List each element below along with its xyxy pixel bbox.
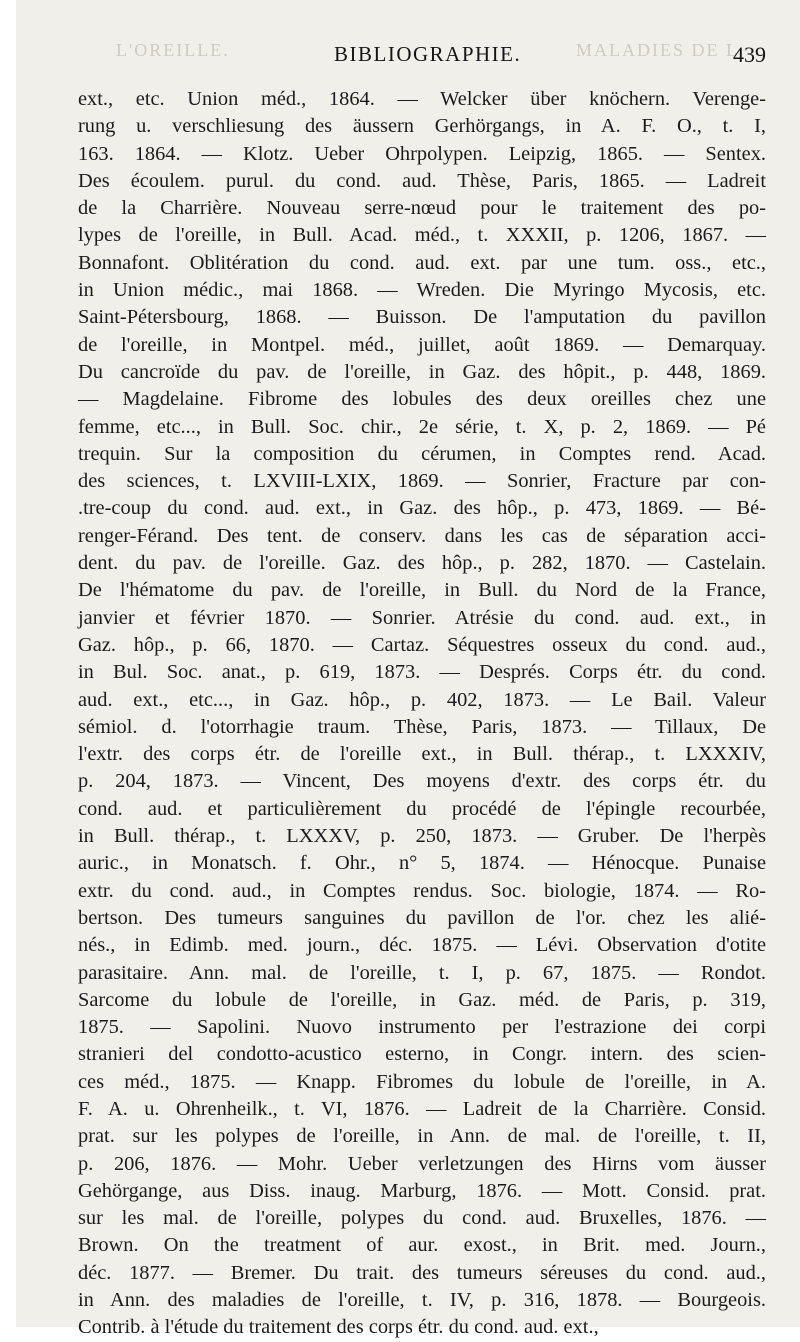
text-line: bertson. Des tumeurs sanguines du pavillon de l'or. chez les alié- bbox=[78, 906, 766, 929]
text-line: Gehörgange, aus Diss. inaug. Marburg, 1876. — Mott. Consid. prat. bbox=[78, 1179, 766, 1202]
text-line: parasitaire. Ann. mal. de l'oreille, t. I, p. 67, 1875. — Rondot. bbox=[78, 961, 766, 984]
text-line: Gaz. hôp., p. 66, 1870. — Cartaz. Séquestres osseux du cond. aud., bbox=[78, 633, 766, 656]
text-line: lypes de l'oreille, in Bull. Acad. méd., t. XXXII, p. 1206, 1867. — bbox=[78, 224, 766, 247]
running-header bbox=[16, 42, 800, 72]
text-line: p. 206, 1876. — Mohr. Ueber verletzungen des Hirns vom äusser bbox=[78, 1152, 766, 1175]
text-line: — Magdelaine. Fibrome des lobules des deux oreilles chez une bbox=[78, 388, 766, 411]
text-line: prat. sur les polypes de l'oreille, in Ann. de mal. de l'oreille, t. II, bbox=[78, 1125, 766, 1148]
text-line: Bonnafont. Oblitération du cond. aud. ext. par une tum. oss., etc., bbox=[78, 251, 766, 274]
text-line: aud. ext., etc..., in Gaz. hôp., p. 402, 1873. — Le Bail. Valeur bbox=[78, 688, 766, 711]
text-line: stranieri del condotto-acustico esterno, in Congr. intern. des scien- bbox=[78, 1043, 766, 1066]
text-line: Saint-Pétersbourg, 1868. — Buisson. De l'amputation du pavillon bbox=[78, 306, 766, 329]
text-line: de l'oreille, in Montpel. méd., juillet, août 1869. — Demarquay. bbox=[78, 333, 766, 356]
text-line: p. 204, 1873. — Vincent, Des moyens d'extr. des corps étr. du bbox=[78, 770, 766, 793]
text-line: renger-Férand. Des tent. de conserv. dans les cas de séparation acci- bbox=[78, 524, 766, 547]
running-title: BIBLIOGRAPHIE. bbox=[334, 42, 522, 66]
bibliography-text bbox=[78, 86, 766, 1342]
text-line: ces méd., 1875. — Knapp. Fibromes du lobule de l'oreille, in A. bbox=[78, 1070, 766, 1093]
text-line: 1875. — Sapolini. Nuovo instrumento per l'estrazione dei corpi bbox=[78, 1016, 766, 1039]
text-line: in Bull. thérap., t. LXXXV, p. 250, 1873. — Gruber. De l'herpès bbox=[78, 825, 766, 848]
text-line: De l'hématome du pav. de l'oreille, in Bull. du Nord de la France, bbox=[78, 579, 766, 602]
text-line: .tre-coup du cond. aud. ext., in Gaz. des hôp., p. 473, 1869. — Bé- bbox=[78, 497, 766, 520]
text-line: l'extr. des corps étr. de l'oreille ext., in Bull. thérap., t. LXXXIV, bbox=[78, 743, 766, 766]
text-line: dent. du pav. de l'oreille. Gaz. des hôp., p. 282, 1870. — Castelain. bbox=[78, 552, 766, 575]
book-page bbox=[16, 0, 800, 1339]
text-line: nés., in Edimb. med. journ., déc. 1875. — Lévi. Observation d'otite bbox=[78, 934, 766, 957]
text-line: de la Charrière. Nouveau serre-nœud pour le traitement des po- bbox=[78, 197, 766, 220]
text-line: rung u. verschliesung des äussern Gerhörgangs, in A. F. O., t. I, bbox=[78, 115, 766, 138]
text-line: Des écoulem. purul. du cond. aud. Thèse, Paris, 1865. — Ladreit bbox=[78, 169, 766, 192]
text-line: trequin. Sur la composition du cérumen, in Comptes rend. Acad. bbox=[78, 442, 766, 465]
text-line: Sarcome du lobule de l'oreille, in Gaz. méd. de Paris, p. 319, bbox=[78, 988, 766, 1011]
text-line: in Bul. Soc. anat., p. 619, 1873. — Després. Corps étr. du cond. bbox=[78, 661, 766, 684]
text-line: ext., etc. Union méd., 1864. — Welcker über knöchern. Verenge- bbox=[78, 88, 766, 110]
text-line: sur les mal. de l'oreille, polypes du cond. aud. Bruxelles, 1876. — bbox=[78, 1207, 766, 1230]
text-line: déc. 1877. — Bremer. Du trait. des tumeurs séreuses du cond. aud., bbox=[78, 1261, 766, 1284]
text-line: F. A. u. Ohrenheilk., t. VI, 1876. — Ladreit de la Charrière. Consid. bbox=[78, 1097, 766, 1120]
text-line: in Ann. des maladies de l'oreille, t. IV, p. 316, 1878. — Bourgeois. bbox=[78, 1289, 766, 1312]
page-number: 439 bbox=[733, 42, 766, 67]
text-line: femme, etc..., in Bull. Soc. chir., 2e série, t. X, p. 2, 1869. — Pé bbox=[78, 415, 766, 438]
text-line: 163. 1864. — Klotz. Ueber Ohrpolypen. Leipzig, 1865. — Sentex. bbox=[78, 142, 766, 165]
text-line: Du cancroïde du pav. de l'oreille, in Gaz. des hôpit., p. 448, 1869. bbox=[78, 360, 766, 383]
text-line: des sciences, t. LXVIII-LXIX, 1869. — Sonrier, Fracture par con- bbox=[78, 470, 766, 493]
text-line: extr. du cond. aud., in Comptes rendus. Soc. biologie, 1874. — Ro- bbox=[78, 879, 766, 902]
text-line: in Union médic., mai 1868. — Wreden. Die Myringo Mycosis, etc. bbox=[78, 279, 766, 302]
text-line: sémiol. d. l'otorrhagie traum. Thèse, Paris, 1873. — Tillaux, De bbox=[78, 715, 766, 738]
text-line: Contrib. à l'étude du traitement des corps étr. du cond. aud. ext., bbox=[78, 1316, 599, 1339]
bleed-through-text-right: MALADIES DE L bbox=[576, 40, 739, 60]
bleed-through-text-left: L'OREILLE. bbox=[116, 40, 230, 60]
text-line: janvier et février 1870. — Sonrier. Atrésie du cond. aud. ext., in bbox=[78, 606, 766, 629]
text-line: Brown. On the treatment of aur. exost., in Brit. med. Journ., bbox=[78, 1234, 766, 1257]
text-line: auric., in Monatsch. f. Ohr., n° 5, 1874. — Hénocque. Punaise bbox=[78, 852, 766, 875]
text-line: cond. aud. et particulièrement du procédé de l'épingle recourbée, bbox=[78, 797, 766, 820]
